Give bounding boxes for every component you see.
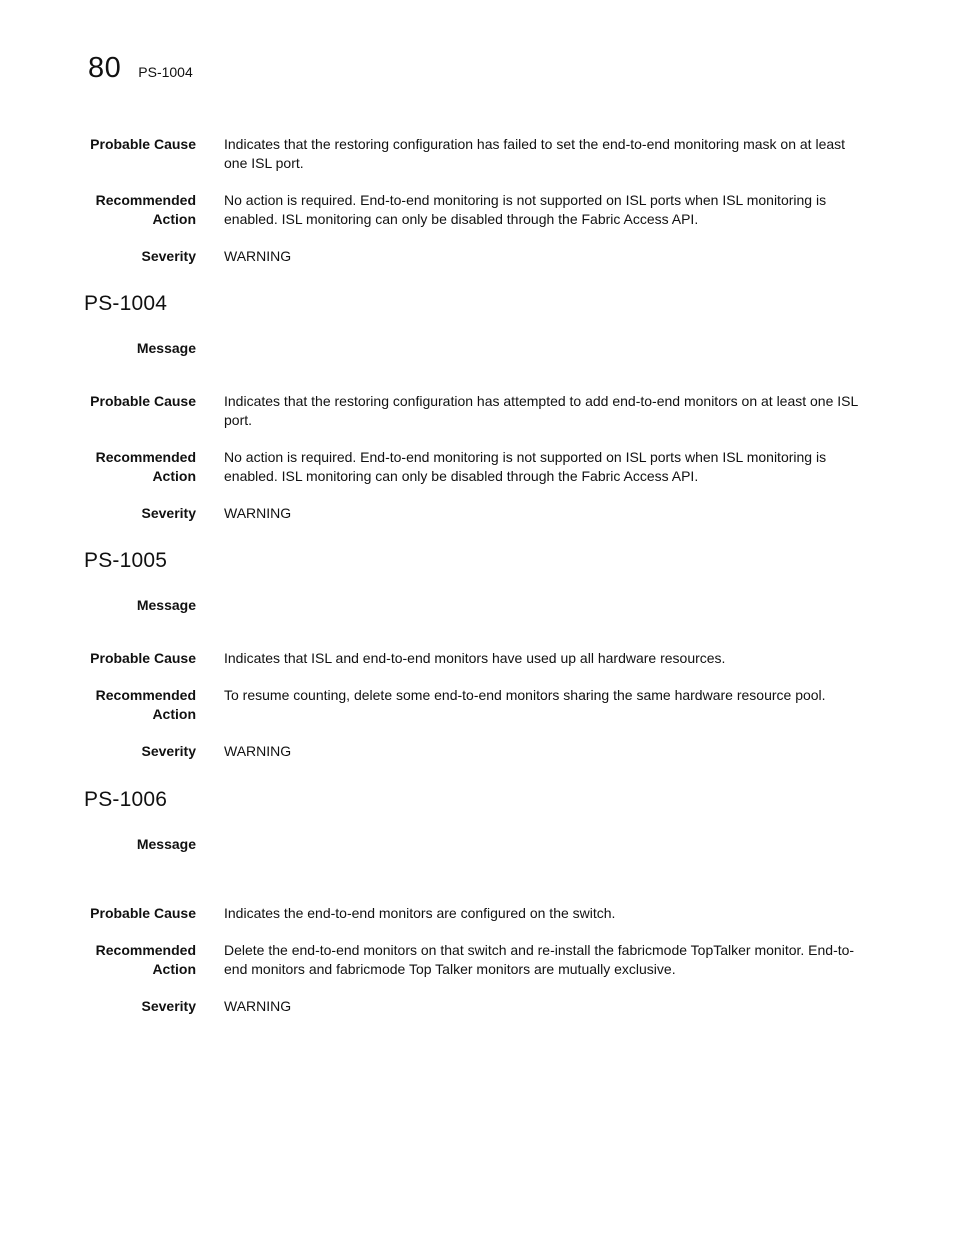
probable-cause-text: Indicates the end-to-end monitors are configured on the switch.	[224, 905, 616, 921]
page-header	[88, 52, 193, 92]
message-label: Message	[136, 340, 196, 356]
recommended-action-label: Recommended Action	[95, 449, 196, 484]
severity-label: Severity	[141, 505, 196, 521]
recommended-action-text: No action is required. End-to-end monitoring is not supported on ISL ports when ISL monitoring is enabled. ISL monitoring can only be disabled through the Fabric Access API.	[224, 192, 827, 227]
severity-label: Severity	[141, 248, 196, 264]
recommended-action-text: To resume counting, delete some end-to-end monitors sharing the same hardware resource pool.	[224, 687, 826, 703]
chapter-number: 80	[88, 52, 122, 84]
probable-cause-text: Indicates that the restoring configuration has attempted to add end-to-end monitors on at least one ISL port.	[224, 393, 858, 428]
message-label: Message	[136, 597, 196, 613]
probable-cause-text: Indicates that ISL and end-to-end monitors have used up all hardware resources.	[224, 650, 726, 666]
severity-value: WARNING	[224, 743, 292, 759]
probable-cause-label: Probable Cause	[90, 650, 196, 666]
severity-value: WARNING	[224, 505, 292, 521]
section-title-ps-1005: PS-1005	[84, 549, 168, 572]
severity-value: WARNING	[224, 998, 292, 1014]
recommended-action-label: Recommended Action	[95, 942, 196, 977]
message-label: Message	[136, 836, 196, 852]
probable-cause-label: Probable Cause	[90, 136, 196, 152]
running-head: PS-1004	[138, 64, 193, 80]
probable-cause-label: Probable Cause	[90, 393, 196, 409]
probable-cause-label: Probable Cause	[90, 905, 196, 921]
recommended-action-text: Delete the end-to-end monitors on that switch and re-install the fabricmode TopTalker monitor. End-to-end monitors and fabricmode Top Talker monitors are mutually exclusive.	[224, 942, 855, 977]
probable-cause-text: Indicates that the restoring configuration has failed to set the end-to-end monitoring mask on at least one ISL port.	[224, 136, 846, 171]
severity-label: Severity	[141, 998, 196, 1014]
section-title-ps-1006: PS-1006	[84, 788, 168, 811]
severity-value: WARNING	[224, 248, 292, 264]
section-title-ps-1004: PS-1004	[84, 292, 168, 315]
severity-label: Severity	[141, 743, 196, 759]
recommended-action-label: Recommended Action	[95, 192, 196, 227]
recommended-action-text: No action is required. End-to-end monitoring is not supported on ISL ports when ISL monitoring is enabled. ISL monitoring can only be disabled through the Fabric Access API.	[224, 449, 827, 484]
recommended-action-label: Recommended Action	[95, 687, 196, 722]
